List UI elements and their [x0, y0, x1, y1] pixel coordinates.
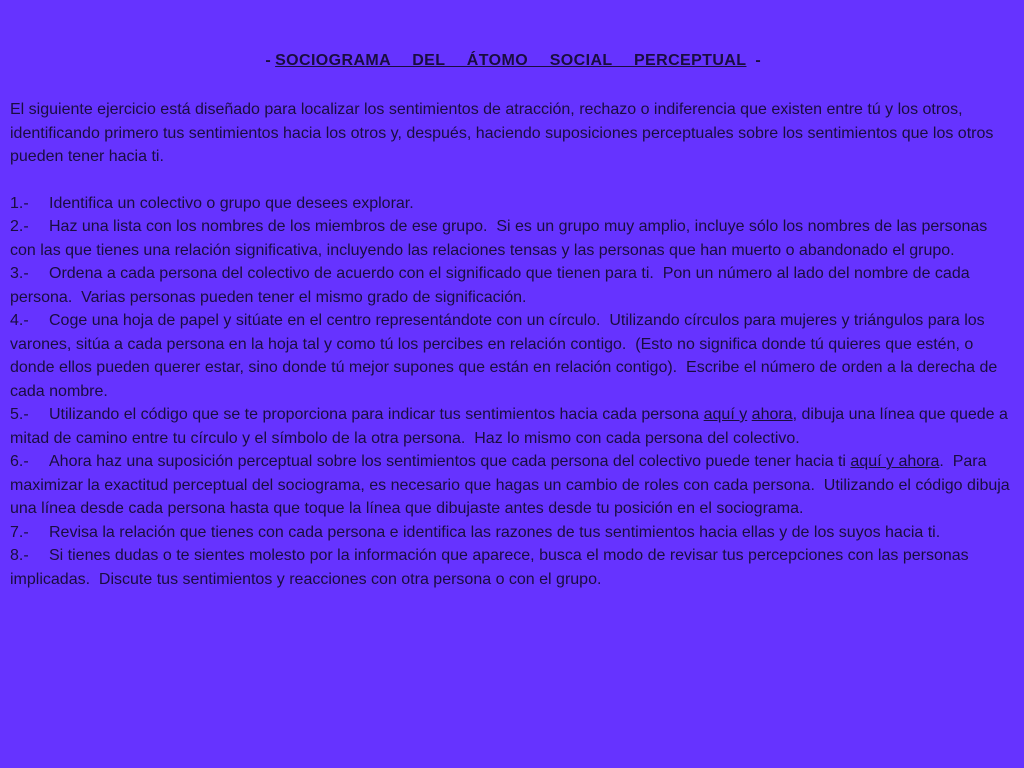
step-text: Utilizando el código que se te proporciona para indicar tus sentimientos hacia cada persona [49, 406, 704, 423]
step-text: , dibuja una línea que quede a mitad de camino entre tu círculo y el símbolo de la otra persona. Haz lo mismo con cada persona del colectivo. [10, 406, 1013, 447]
underlined-aqui-y: aquí y [703, 406, 748, 423]
underlined-ahora: ahora [751, 406, 793, 423]
step-text: . Para maximizar la exactitud perceptual del sociograma, es necesario que hagas un cambio de roles con cada persona. Utilizando el código dibuja una línea desde cada persona hasta que toque la línea que dibujaste antes desde tu posición en el sociograma. [10, 453, 1015, 517]
step-number: 1.- [10, 194, 29, 212]
step-1 [10, 192, 1016, 216]
step-text: Ahora haz una suposición perceptual sobre los sentimientos que cada persona del colectivo puede tener hacia ti [49, 453, 851, 470]
underlined-aqui-y-ahora: aquí y ahora [850, 453, 940, 470]
step-6 [10, 450, 1016, 521]
step-text: Si tienes dudas o te sientes molesto por la información que aparece, busca el modo de revisar tus percepciones con las personas implicadas. Discute tus sentimientos y reacciones con otra persona o con el grupo. [10, 547, 974, 588]
step-4 [10, 309, 1016, 403]
step-3 [10, 262, 1016, 309]
step-text: Identifica un colectivo o grupo que desees explorar. [49, 194, 414, 212]
step-text: Coge una hoja de papel y sitúate en el centro representándote con un círculo. Utilizando círculos para mujeres y triángulos para los varones, sitúa a cada persona en la hoja tal y como tú los percibes en relación contigo. (Esto no significa donde tú quieres que estén, o donde ellos pueden querer estar, sino donde tú mejor supones que están en relación contigo). Escribe el número de orden a la derecha de cada nombre. [10, 312, 1002, 400]
slide-content [10, 50, 1016, 591]
step-5 [10, 403, 1016, 450]
step-text: Ordena a cada persona del colectivo de acuerdo con el significado que tienen para ti. Pon un número al lado del nombre de cada persona. Varias personas pueden tener el mismo grado de significación. [10, 265, 975, 306]
step-text: Haz una lista con los nombres de los miembros de ese grupo. Si es un grupo muy amplio, incluye sólo los nombres de las personas con las que tienes una relación significativa, incluyendo las relaciones tensas y las personas que han muerto o abandonado el grupo. [10, 218, 992, 259]
step-8 [10, 544, 1016, 591]
step-number: 4.- [10, 312, 29, 329]
intro-paragraph: El siguiente ejercicio está diseñado para localizar los sentimientos de atracción, rechazo o indiferencia que existen entre tú y los otros, identificando primero tus sentimientos hacia los otros y, después, haciendo suposiciones perceptuales sobre los sentimientos que los otros pueden tener hacia ti. [10, 101, 994, 165]
step-number: 7.- [10, 523, 29, 541]
step-number: 6.- [10, 453, 29, 470]
title-text: SOCIOGRAMA DEL ÁTOMO SOCIAL PERCEPTUAL [275, 52, 747, 69]
step-number: 8.- [10, 547, 29, 564]
step-number: 2.- [10, 218, 29, 235]
title-prefix: - [265, 52, 276, 69]
step-7 [10, 521, 1016, 545]
step-number: 5.- [10, 406, 29, 423]
title-suffix: - [746, 52, 761, 69]
step-text: Revisa la relación que tienes con cada persona e identifica las razones de tus sentimientos hacia ellas y de los suyos hacia ti. [49, 523, 941, 541]
step-2 [10, 215, 1016, 262]
page-title [10, 50, 1016, 72]
step-number: 3.- [10, 265, 29, 282]
